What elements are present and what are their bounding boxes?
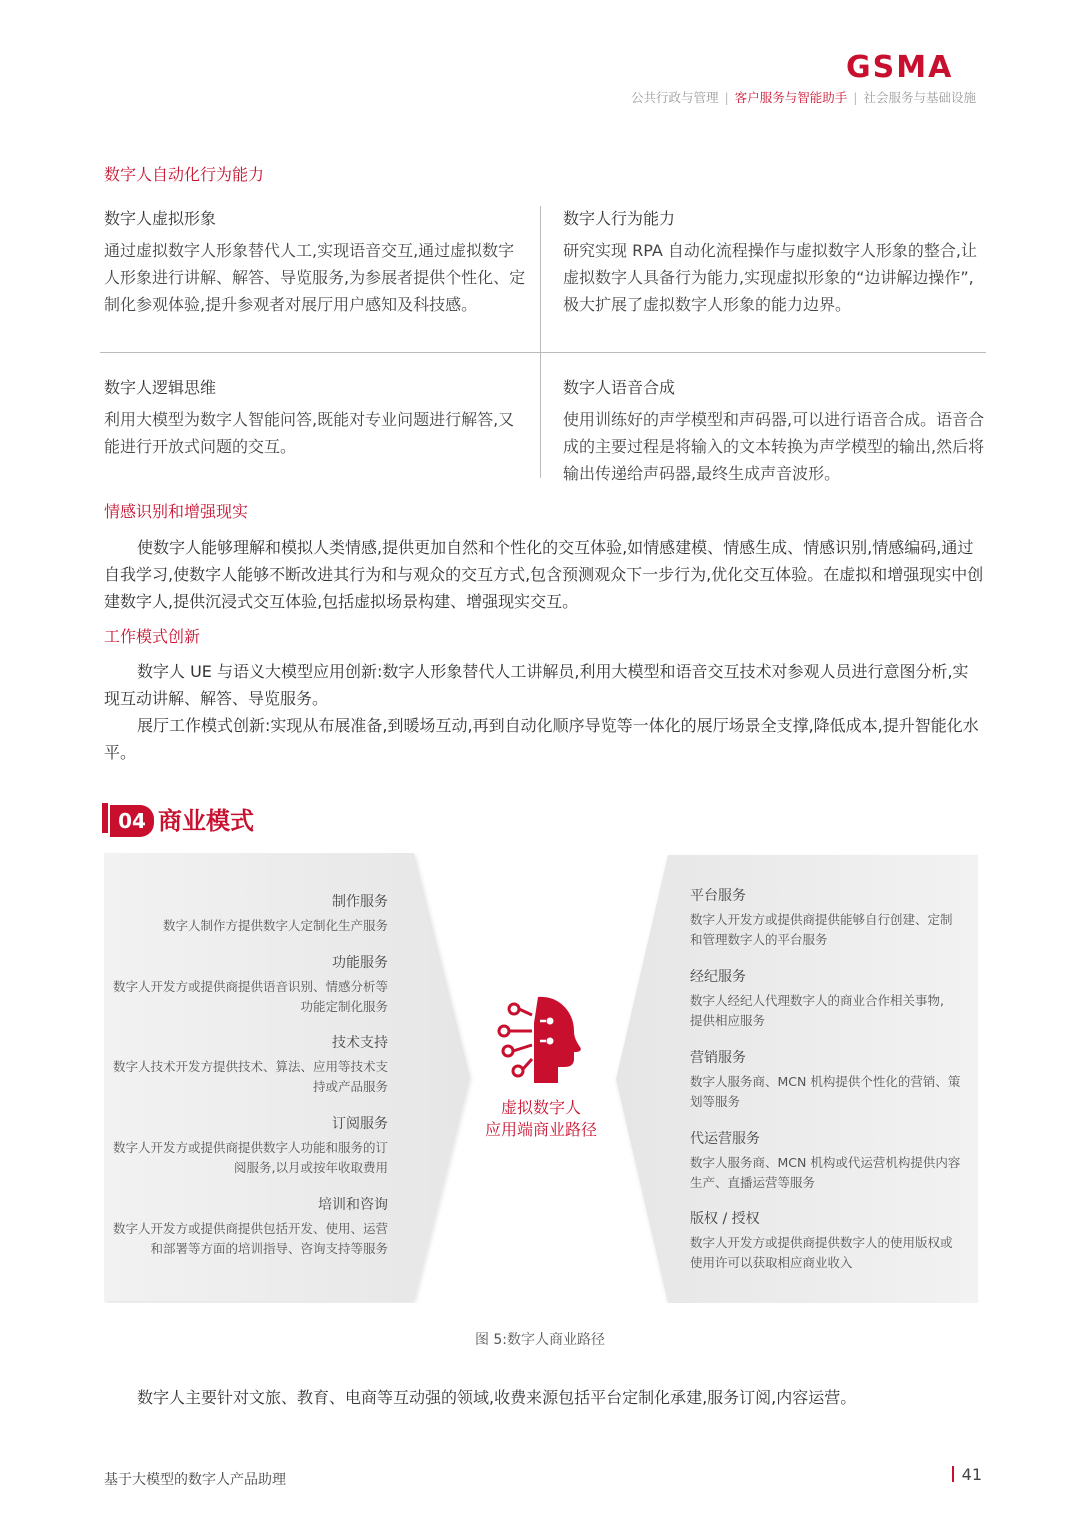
summary-paragraph: 数字人主要针对文旅、教育、电商等互动强的领域,收费来源包括平台定制化承建,服务订阅,内容运营。 <box>137 1388 857 1407</box>
item-desc-line: 数字人制作方提供数字人定制化生产服务 <box>162 918 388 933</box>
item-desc-line: 提供相应服务 <box>690 1013 766 1028</box>
item-desc-line: 数字人开发方或提供商提供语音识别、情感分析等 <box>112 979 388 994</box>
center-label-line-1: 虚拟数字人 <box>500 1098 581 1117</box>
left-item-production <box>98 891 388 936</box>
section-number-badge: 04 <box>110 805 154 837</box>
item-desc <box>98 1219 388 1259</box>
item-desc <box>98 916 388 936</box>
item-desc-line: 阅服务,以月或按年收取费用 <box>234 1160 388 1175</box>
item-desc <box>690 910 962 950</box>
item-desc-line: 和部署等方面的培训指导、咨询支持等服务 <box>150 1241 388 1256</box>
item-desc-line: 数字人开发方或提供商提供能够自行创建、定制 <box>690 912 953 927</box>
heading-accent-bar <box>102 803 108 833</box>
left-item-training <box>98 1194 388 1259</box>
capability-desc: 使用训练好的声学模型和声码器,可以进行语音合成。语音合成的主要过程是将输入的文本转换为声学模型的输出,然后将输出传递给声码器,最终生成声音波形。 <box>563 410 985 483</box>
item-desc <box>690 1153 962 1193</box>
capability-cell-behavior <box>563 206 985 318</box>
nav-item-customer-service[interactable]: 客户服务与智能助手 <box>734 90 848 105</box>
item-desc-line: 数字人服务商、MCN 机构提供个性化的营销、策 <box>690 1074 961 1089</box>
item-desc-line: 数字人开发方或提供商提供包括开发、使用、运营 <box>112 1221 388 1236</box>
item-title: 经纪服务 <box>690 969 746 985</box>
left-item-subscription <box>98 1113 388 1178</box>
capability-desc: 通过虚拟数字人形象替代人工,实现语音交互,通过虚拟数字人形象进行讲解、解答、导览服务,为参展者提供个性化、定制化参观体验,提升参观者对展厅用户感知及科技感。 <box>104 241 526 314</box>
capability-cell-logic <box>104 375 526 460</box>
item-desc <box>690 991 962 1031</box>
item-desc-line: 使用许可以获取相应商业收入 <box>690 1255 853 1270</box>
business-path-diagram <box>104 853 978 1303</box>
right-item-marketing <box>690 1047 962 1112</box>
item-desc-line: 数字人经纪人代理数字人的商业合作相关事物, <box>690 993 944 1008</box>
work-mode-paragraph-1: 数字人 UE 与语义大模型应用创新:数字人形象替代人工讲解员,利用大模型和语音交互技术对参观人员进行意图分析,实现互动讲解、解答、导览服务。 <box>104 662 969 708</box>
nav-item-public-admin[interactable]: 公共行政与管理 <box>631 90 719 105</box>
item-title: 技术支持 <box>332 1035 388 1051</box>
item-desc <box>98 977 388 1017</box>
section-title-automation <box>104 162 264 185</box>
section-heading: 数字人自动化行为能力 <box>104 165 265 184</box>
nav-separator: | <box>853 90 858 105</box>
footer-document-title: 基于大模型的数字人产品助理 <box>104 1472 286 1488</box>
work-mode-paragraph-2: 展厅工作模式创新:实现从布展准备,到暖场互动,再到自动化顺序导览等一体化的展厅场景全支撑,降低成本,提升智能化水平。 <box>104 716 979 762</box>
digital-human-head-icon <box>494 993 586 1089</box>
item-desc <box>690 1072 962 1112</box>
center-label <box>474 1097 608 1141</box>
figure-caption: 图 5:数字人商业路径 <box>474 1332 606 1348</box>
right-item-operations <box>690 1128 962 1193</box>
item-title: 平台服务 <box>690 888 746 904</box>
capability-cell-speech <box>563 375 985 487</box>
center-label-line-2: 应用端商业路径 <box>484 1120 597 1139</box>
page-number-bar <box>952 1466 954 1482</box>
item-desc-line: 数字人开发方或提供商提供数字人功能和服务的订 <box>112 1140 388 1155</box>
right-item-brokerage <box>690 966 962 1031</box>
grid-divider-horizontal <box>100 352 986 353</box>
item-desc <box>98 1057 388 1097</box>
item-desc-line: 持或产品服务 <box>312 1079 388 1094</box>
grid-divider-vertical <box>540 206 541 478</box>
gsma-logo: GSMA <box>846 50 954 85</box>
item-desc <box>98 1138 388 1178</box>
item-desc-line: 数字人服务商、MCN 机构或代运营机构提供内容 <box>690 1155 961 1170</box>
item-title: 培训和咨询 <box>318 1197 388 1213</box>
item-desc-line: 划等服务 <box>690 1094 741 1109</box>
item-desc <box>690 1233 962 1273</box>
item-title: 营销服务 <box>690 1050 746 1066</box>
capability-desc: 研究实现 RPA 自动化流程操作与虚拟数字人形象的整合,让虚拟数字人具备行为能力,实现虚拟形象的“边讲解边操作”,极大扩展了虚拟数字人形象的能力边界。 <box>563 241 977 314</box>
section-heading: 工作模式创新 <box>104 627 201 646</box>
section-title-emotion <box>104 499 248 522</box>
capability-desc: 利用大模型为数字人智能问答,既能对专业问题进行解答,又能进行开放式问题的交互。 <box>104 410 515 456</box>
header-nav <box>631 88 976 106</box>
capability-title: 数字人语音合成 <box>563 378 676 397</box>
page-number <box>952 1465 982 1484</box>
right-item-platform <box>690 885 962 950</box>
left-item-function <box>98 952 388 1017</box>
section-title-work-mode <box>104 624 200 647</box>
left-item-tech-support <box>98 1032 388 1097</box>
section-heading: 情感识别和增强现实 <box>104 502 249 521</box>
item-title: 功能服务 <box>332 955 388 971</box>
item-desc-line: 生产、直播运营等服务 <box>690 1175 816 1190</box>
capability-title: 数字人虚拟形象 <box>104 209 217 228</box>
right-item-copyright <box>690 1208 962 1273</box>
item-title: 订阅服务 <box>332 1116 388 1132</box>
nav-item-social-services[interactable]: 社会服务与基础设施 <box>863 90 976 105</box>
capability-title: 数字人行为能力 <box>563 209 676 228</box>
item-desc-line: 数字人技术开发方提供技术、算法、应用等技术支 <box>112 1059 388 1074</box>
item-desc-line: 功能定制化服务 <box>300 999 388 1014</box>
item-title: 版权 / 授权 <box>690 1211 760 1227</box>
item-desc-line: 和管理数字人的平台服务 <box>690 932 828 947</box>
capability-cell-virtual-image <box>104 206 526 318</box>
item-title: 制作服务 <box>332 894 388 910</box>
nav-separator: | <box>724 90 729 105</box>
page-number-text: 41 <box>961 1465 982 1484</box>
capability-grid <box>100 200 986 483</box>
item-desc-line: 数字人开发方或提供商提供数字人的使用版权或 <box>690 1235 953 1250</box>
item-title: 代运营服务 <box>690 1131 760 1147</box>
capability-title: 数字人逻辑思维 <box>104 378 217 397</box>
emotion-paragraph: 使数字人能够理解和模拟人类情感,提供更加自然和个性化的交互体验,如情感建模、情感生成、情感识别,情感编码,通过自我学习,使数字人能够不断改进其行为和与观众的交互方式,包含预测观众下一步行为,优化交互体验。在虚拟和增强现实中创建数字人,提供沉浸式交互体验,包括虚拟场景构建、增强现实交互。 <box>104 538 984 611</box>
section-heading-text: 商业模式 <box>158 807 254 835</box>
